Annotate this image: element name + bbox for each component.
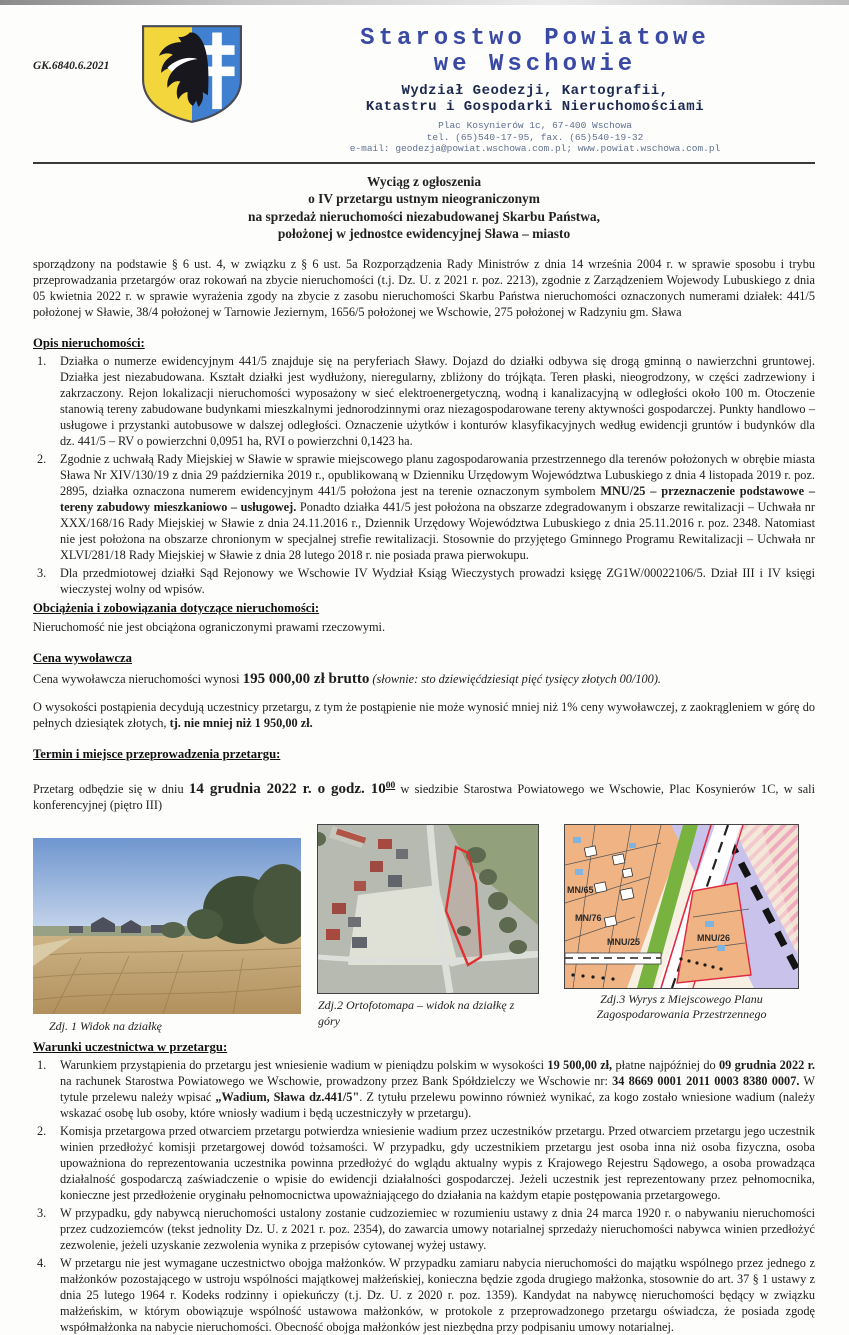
participation-condition-3: W przypadku, gdy nabywcą nieruchomości ustalony zostanie cudzoziemiec w rozumieniu ustawy z dnia 24 marca 1920 r. o nabywaniu nieruchomości przez cudzoziemców (tekst jednolity Dz. U. z 2021 r. poz. 2354), do zawarcia umowy notarialnej sprzedaży nieruchomości nabywca winien przedłożyć zezwolenie, jeżeli uzyskanie zezwolenia wynika z przepisów cytowanej wyżej ustawy. — [60, 1206, 815, 1253]
title-line-2: o IV przetargu ustnym nieograniczonym — [308, 191, 540, 206]
photo-orthophoto — [318, 825, 538, 1034]
office-email-web: e-mail: geodezja@powiat.wschowa.com.pl; www.powiat.wschowa.com.pl — [349, 143, 721, 154]
list-item-number: 3. — [37, 1206, 47, 1221]
list-item — [33, 1057, 815, 1121]
list-item-number: 1. — [37, 353, 47, 368]
photo-caption-3-line2: Zagospodarowania Przestrzennego — [596, 1006, 767, 1021]
bid-increment-line: O wysokości postąpienia decydują uczestnicy przetargu, z tym że postąpienie nie może wynosić mniej niż 1% ceny wywoławczej, z zaokrągleniem w górę do pełnych dziesiątek złotych, tj. nie mniej niż 1 950,00 zł. — [33, 699, 815, 730]
letterhead — [33, 18, 815, 155]
office-address: Plac Kosynierów 1c, 67-400 Wschowa — [438, 120, 632, 131]
letterhead-text — [255, 18, 815, 155]
photo-caption-3-line1: Zdj.3 Wyrys z Miejscowego Planu — [600, 992, 763, 1007]
header-divider — [33, 162, 815, 164]
orthophoto-image — [318, 825, 538, 993]
list-item-number: 4. — [37, 1256, 47, 1271]
list-item-number: 1. — [37, 1058, 47, 1073]
section-heading-property-description: Opis nieruchomości: — [33, 335, 145, 350]
section-heading-starting-price: Cena wywoławcza — [33, 650, 133, 665]
starting-price-line: Cena wywoławcza nieruchomości wynosi 195 000,00 zł brutto (słownie: sto dziewięćdziesiąt pięć tysięcy złotych 00/100). — [33, 670, 661, 687]
coat-of-arms-icon — [138, 24, 246, 124]
reference-number: GK.6840.6.2021 — [33, 60, 110, 72]
list-item-number: 3. — [37, 565, 47, 580]
participation-condition-2: Komisja przetargowa przed otwarciem przetargu potwierdza wniesienie wadium przez uczestników przetargu. Przed otwarciem przetargu jego uczestnik winien przedłożyć komisji przetargowej dowód tożsamości. W przypadku, gdy uczestnikiem przetargu jest osoba inna niż osoba fizyczna, osoba upoważniona do reprezentowania uczestnika powinna przedłożyć do wglądu aktualny wypis z Krajowego Rejestru Sądowego, a osoba prowadząca działalność gospodarczą zaświadczenie o wpisie do ewidencji działalności gospodarczej. Jeżeli uczestnik jest reprezentowany przez pełnomocnika, konieczne jest przedłożenie oryginału pełnomocnictwa upoważniającego do działania na każdym etapie postępowania przetargowego. — [60, 1124, 815, 1203]
parcel-tree — [457, 926, 471, 936]
office-name-line2: we Wschowie — [433, 51, 637, 78]
map-label-mnu26: MNU/26 — [697, 933, 731, 944]
office-name-line1: Starostwo Powiatowe — [360, 25, 710, 52]
list-item — [33, 353, 815, 449]
list-item — [33, 451, 815, 563]
list-item — [33, 1205, 815, 1253]
office-phone-fax: tel. (65)540-17-95, fax. (65)540-19-32 — [426, 131, 644, 143]
photo-caption-2: Zdj.2 Ortofotomapa – widok na działkę z góry — [318, 998, 515, 1029]
list-item-number: 2. — [37, 451, 47, 466]
auction-date-place-line: Przetarg odbędzie się w dniu 14 grudnia 2022 r. o godz. $10^{00}$ w siedzibie Starostwa Powiatowego we Wschowie, Plac Kosynierów 1C, w sali konferencyjnej (piętro III) — [33, 780, 815, 812]
photo-row — [33, 825, 815, 1034]
map-label-mn65: MN/65 — [567, 885, 594, 896]
photo-caption-3 — [565, 992, 798, 1021]
list-item — [33, 565, 815, 597]
plot-photo-image — [33, 838, 301, 1014]
encumbrances-text: Nieruchomość nie jest obciążona ograniczonymi prawami rzeczowymi. — [33, 619, 386, 634]
section-heading-auction-date-place: Termin i miejsce przeprowadzenia przetargu: — [33, 746, 281, 761]
zoning-map-image — [565, 825, 798, 988]
list-item — [33, 1123, 815, 1203]
document-title — [33, 173, 815, 243]
photo-caption-1: Zdj. 1 Widok na działkę — [49, 1019, 162, 1034]
participation-condition-1: Warunkiem przystąpienia do przetargu jest wniesienie wadium w pieniądzu polskim w wysokości 19 500,00 zł, płatne najpóźniej do 09 grudnia 2022 r. na rachunek Starostwa Powiatowego we Wschowie, prowadzony przez Bank Spółdzielczy we Wschowie nr: 34 8669 0001 2011 0003 8380 0007. W tytule przelewu należy wpisać „Wadium, Sława dz.441/5". Z tytułu przelewu powinno również wynikać, za kogo zostało wniesione wadium (należy wskazać osobę lub osoby, które wniosły wadium i będą uczestniczyły w przetargu). — [60, 1058, 816, 1121]
section-heading-participation-conditions: Warunki uczestnictwa w przetargu: — [33, 1040, 228, 1055]
intro-paragraph: sporządzony na podstawie § 6 ust. 4, w związku z § 6 ust. 5a Rozporządzenia Rady Ministrów z dnia 14 września 2004 r. w sprawie sposobu i trybu przeprowadzania przetargów oraz rokowań na zbycie nieruchomości (t.j. Dz. U. z 2021 r. poz. 2213), zgodnie z Zarządzeniem Wojewody Lubuskiego z dnia 05 kwietnia 2022 r. w sprawie wyrażenia zgody na zbycie z zasobu nieruchomości Skarbu Państwa nieruchomości oznaczonych numerami działek: 441/5 położonej w Sławie, 38/4 położonej w Tarnowie Jeziernym, 1656/5 położonej we Wschowie, 275 położonej w Radzyniu gm. Sława — [33, 256, 815, 319]
section-heading-encumbrances: Obciążenia i zobowiązania dotyczące nieruchomości: — [33, 600, 320, 615]
department-line2: Katastru i Gospodarki Nieruchomościami — [365, 99, 705, 115]
photo-plot-view — [33, 838, 301, 1034]
title-line-1: Wyciąg z ogłoszenia — [366, 173, 482, 189]
scan-edge-artifact — [0, 0, 849, 5]
coat-of-arms — [129, 18, 255, 155]
map-label-mn76: MN/76 — [575, 913, 602, 924]
title-line-4: położonej w jednostce ewidencyjnej Sława – miasto — [277, 226, 571, 241]
participation-condition-4: W przetargu nie jest wymagane uczestnictwo obojga małżonków. W przypadku zamiaru nabycia nieruchomości do majątku wspólnego przez jednego z małżonków pozostającego w ustroju wspólności majątkowej małżeńskiej, konieczna będzie zgoda drugiego małżonka, stosownie do art. 37 § 1 ustawy z dnia 25 lutego 1964 r. Kodeks rodzinny i opiekuńczy (t.j. Dz. U. z 2020 r. poz. 1359). Kandydat na nabywcę nieruchomości będący w związku małżeńskim, w którym obowiązuje wspólność ustawowa małżonków, w protokole z przeprowadzonego przetargu oświadcza, że posiada zgodę współmałżonka na nabycie nieruchomości. Obecność obojga małżonków jest niezbędna przy podpisaniu umowy notarialnej. — [60, 1256, 815, 1335]
photo-zoning-map — [565, 825, 798, 1034]
property-description-item-2: Zgodnie z uchwałą Rady Miejskiej w Sławie w sprawie miejscowego planu zagospodarowania przestrzennego dla terenów położonych w obrębie miasta Sława Nr XIV/130/19 z dnia 29 października 2019 r., opublikowaną w Dzienniku Urzędowym Województwa Lubuskiego z dnia 4 listopada 2019 r. poz. 2895, działka oznaczona numerem ewidencyjnym 441/5 położona jest na terenie oznaczonym symbolem MNU/25 – przeznaczenie podstawowe – tereny zabudowy mieszkaniowo – usługowej. Ponadto działka 441/5 jest położona na obszarze zdegradowanym i obszarze rewitalizacji – Uchwała nr XXX/168/16 Rady Miejskiej w Sławie z dnia 24.11.2016 r., Dziennik Urzędowy Województwa Lubuskiego z dnia 25.11.2016 r. poz. 2348. Natomiast nie jest położona na obszarze chronionym w specjalnej strefie rewitalizacji. Stosownie do przyjętego Gminnego Programu Rewitalizacji – Uchwała nr XLVI/281/18 Rady Miejskiej w Sławie z dnia 28 lutego 2018 r. nie posiada prawa pierwokupu. — [60, 451, 815, 562]
title-line-3: na sprzedaż nieruchomości niezabudowanej Skarbu Państwa, — [248, 208, 600, 224]
list-item — [33, 1255, 815, 1335]
property-description-item-1: Działka o numerze ewidencyjnym 441/5 znajduje się na peryferiach Sławy. Dojazd do działki odbywa się drogą gminną o nawierzchni gruntowej. Działka jest niezabudowana. Kształt działki jest wydłużony, nieregularny, zbliżony do trójkąta. Teren płaski, nieogrodzony, w części zadrzewiony i zakrzaczony. Rejon lokalizacji nieruchomości wyposażony w sieć elektroenergetyczną, wodną i kanalizacyjną w odległości około 100 m. Otoczenie stanowią tereny zabudowane budynkami mieszkalnymi jednorodzinnymi oraz niezagospodarowane tereny aktywności gospodarczej. Punkty handlowo – usługowe i przystanki autobusowe w dalszej odległości. Oznaczenie użytków i konturów klasyfikacyjnych według ewidencji gruntów i budynków dla dz. 441/5 – RV o powierzchni 0,0951 ha, RVI o powierzchni 0,1423 ha. — [60, 353, 815, 448]
map-label-mnu25: MNU/25 — [607, 937, 641, 948]
department-line1: Wydział Geodezji, Kartografii, — [401, 83, 669, 99]
property-description-item-3: Dla przedmiotowej działki Sąd Rejonowy we Wschowie IV Wydział Ksiąg Wieczystych prowadzi księgę ZG1W/00022106/5. Dział III i IV księgi wieczystej wolny od wpisów. — [60, 565, 815, 596]
list-item-number: 2. — [37, 1124, 47, 1139]
